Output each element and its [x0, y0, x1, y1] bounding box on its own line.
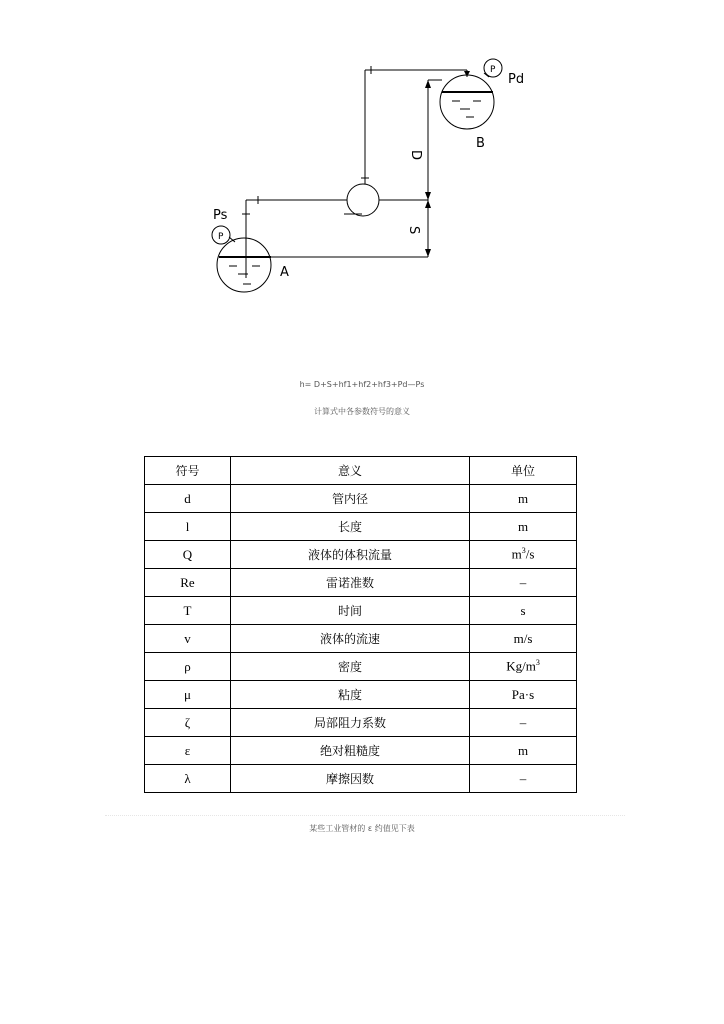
- table-row: [145, 681, 577, 709]
- symbol-cell: d: [145, 485, 231, 513]
- symbol-cell: l: [145, 513, 231, 541]
- symbol-cell: T: [145, 597, 231, 625]
- label-pd: Pd: [508, 72, 525, 87]
- parameter-table: [144, 456, 577, 793]
- symbol-cell: ζ: [145, 709, 231, 737]
- table-row: [145, 569, 577, 597]
- unit-cell: m: [470, 737, 577, 765]
- header-meaning: 意义: [231, 457, 470, 485]
- meaning-cell: 长度: [231, 513, 470, 541]
- meaning-cell: 密度: [231, 653, 470, 681]
- unit-cell: –: [470, 709, 577, 737]
- unit-cell: s: [470, 597, 577, 625]
- meaning-cell: 雷诺准数: [231, 569, 470, 597]
- gauge-label-a: P: [218, 232, 224, 242]
- header-unit: 单位: [470, 457, 577, 485]
- unit-cell: m/s: [470, 625, 577, 653]
- symbol-cell: Re: [145, 569, 231, 597]
- table-row: [145, 541, 577, 569]
- unit-cell: –: [470, 569, 577, 597]
- symbol-cell: ρ: [145, 653, 231, 681]
- meaning-cell: 摩擦因数: [231, 765, 470, 793]
- table-row: [145, 625, 577, 653]
- meaning-cell: 绝对粗糙度: [231, 737, 470, 765]
- unit-cell: m: [470, 485, 577, 513]
- unit-cell: Pa·s: [470, 681, 577, 709]
- label-a: A: [280, 265, 289, 280]
- table-row: [145, 765, 577, 793]
- unit-exponent: 3: [521, 546, 526, 556]
- meaning-cell: 时间: [231, 597, 470, 625]
- footnote: 某些工业管材的 ε 约值见下表: [309, 824, 415, 833]
- symbol-cell: λ: [145, 765, 231, 793]
- table-row: [145, 513, 577, 541]
- meaning-cell: 液体的流速: [231, 625, 470, 653]
- symbol-cell: ε: [145, 737, 231, 765]
- label-b: B: [476, 136, 485, 151]
- meaning-cell: 粘度: [231, 681, 470, 709]
- symbol-cell: μ: [145, 681, 231, 709]
- unit-cell: [470, 653, 577, 681]
- label-ps: Ps: [213, 208, 228, 223]
- unit-cell: m: [470, 513, 577, 541]
- table-row: [145, 709, 577, 737]
- unit-cell: [470, 541, 577, 569]
- unit-exponent: 3: [535, 658, 540, 668]
- unit-base: m: [511, 546, 522, 562]
- unit-tail: /s: [525, 546, 535, 562]
- label-d: D: [408, 150, 423, 161]
- unit-base: Kg/m: [506, 658, 536, 674]
- label-s: S: [406, 226, 421, 235]
- table-row: [145, 737, 577, 765]
- unit-cell: –: [470, 765, 577, 793]
- meaning-cell: 管内径: [231, 485, 470, 513]
- header-symbol: 符号: [145, 457, 231, 485]
- gauge-label-b: P: [490, 65, 496, 75]
- table-row: [145, 653, 577, 681]
- table-header-row: [145, 457, 577, 485]
- symbol-cell: v: [145, 625, 231, 653]
- table-caption: 计算式中各参数符号的意义: [314, 407, 410, 416]
- pump-system-diagram: [0, 0, 724, 320]
- tank-b: [440, 75, 494, 129]
- head-formula: h= D+S+hf1+hf2+hf3+Pd—Ps: [299, 380, 425, 389]
- table-row: [145, 485, 577, 513]
- meaning-cell: 局部阻力系数: [231, 709, 470, 737]
- table-row: [145, 597, 577, 625]
- meaning-cell: 液体的体积流量: [231, 541, 470, 569]
- pump: [347, 184, 379, 216]
- divider: [105, 815, 625, 816]
- symbol-cell: Q: [145, 541, 231, 569]
